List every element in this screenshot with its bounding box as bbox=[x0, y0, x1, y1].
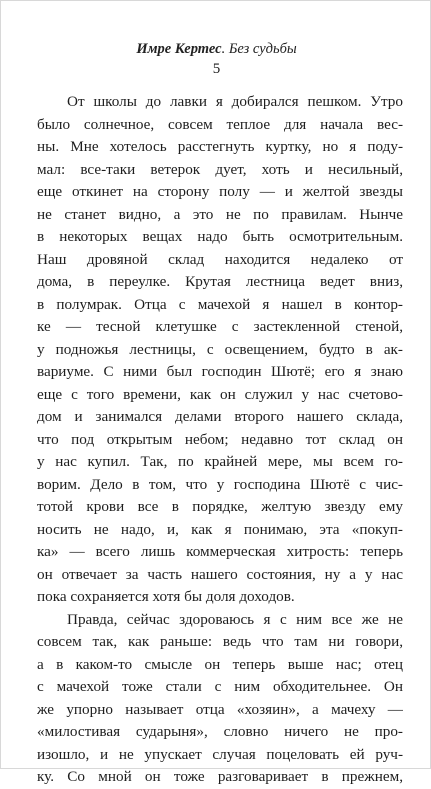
text-line: ку. Со мной он тоже разговаривает в прежнем, bbox=[37, 768, 403, 785]
text-line: ке — тесной клетушке с застекленной стеной, bbox=[37, 318, 403, 335]
text-line: он отвечает за часть нашего состояния, ну а у нас bbox=[37, 565, 403, 583]
text-line: ка» — всего лишь коммерческая хитрость: теперь bbox=[37, 543, 403, 560]
text-line: что под открытым небом; недавно тот склад он bbox=[37, 430, 403, 448]
text-line: с мачехой тоже стали с ним обходительнее. Он bbox=[37, 678, 403, 695]
text-line: дома, в переулке. Крутая лестница ведет вниз, bbox=[37, 273, 403, 290]
text-line: было солнечное, совсем теплое для начала вес- bbox=[37, 115, 403, 133]
text-line: в некоторых вещах надо быть осмотрительным. bbox=[37, 228, 403, 245]
text-line: Правда, сейчас здороваюсь я с ним все же не bbox=[67, 610, 403, 628]
text-line: Наш дровяной склад находится недалеко от bbox=[37, 250, 403, 268]
text-line: совсем так, как раньше: ведь что там ни говори, bbox=[37, 633, 403, 650]
text-line: От школы до лавки я добирался пешком. Утро bbox=[67, 93, 403, 110]
text-line: мал: все-таки ветерок дует, хоть и несильный, bbox=[37, 160, 403, 178]
text-line: не станет видно, а это не по правилам. Нынче bbox=[37, 205, 403, 223]
text-line: носить не надо, и, как я понимаю, эта «покуп- bbox=[37, 520, 403, 538]
running-head-title: Без судьбы bbox=[228, 41, 297, 57]
text-line: же упорно называет отца «хозяин», а мачеху — bbox=[37, 700, 403, 718]
text-line: тотой крови все в порядке, желтую звезду ему bbox=[37, 498, 403, 515]
text-line: ны. Мне хотелось расстегнуть куртку, но я поду- bbox=[37, 138, 403, 155]
text-line: еще с того времени, как он служил у нас счетово- bbox=[37, 385, 403, 403]
text-line: в полумрак. Отца с мачехой я нашел в контор- bbox=[37, 295, 403, 313]
text-line: вариуме. С ними был господин Шютё; его я знаю bbox=[37, 363, 403, 380]
text-line: еще откинет на сторону полу — и желтой звезды bbox=[37, 183, 403, 200]
text-line: «милостивая сударыня», словно ничего не про- bbox=[37, 723, 403, 740]
text-line: дом и занимался делами второго нашего склада, bbox=[37, 408, 403, 425]
text-line: ворим. Дело в том, что у господина Шютё с чис- bbox=[37, 475, 403, 493]
text-line: у нас купил. Так, по крайней мере, мы всем го- bbox=[37, 453, 403, 470]
running-head bbox=[1, 41, 431, 58]
text-line: а в каком-то смысле он теперь выше нас; отец bbox=[37, 655, 403, 673]
running-head-separator: . bbox=[221, 41, 229, 57]
text-line: изошло, и не упускает случая поцеловать ей руч- bbox=[37, 745, 403, 763]
running-head-author: Имре Кертес bbox=[136, 41, 222, 57]
text-line: пока сохраняется хотя бы доля доходов. bbox=[37, 588, 295, 605]
text-line: у подножья лестницы, с освещением, будто в ак- bbox=[37, 340, 403, 358]
page-number: 5 bbox=[212, 61, 221, 77]
body-text bbox=[37, 91, 403, 789]
